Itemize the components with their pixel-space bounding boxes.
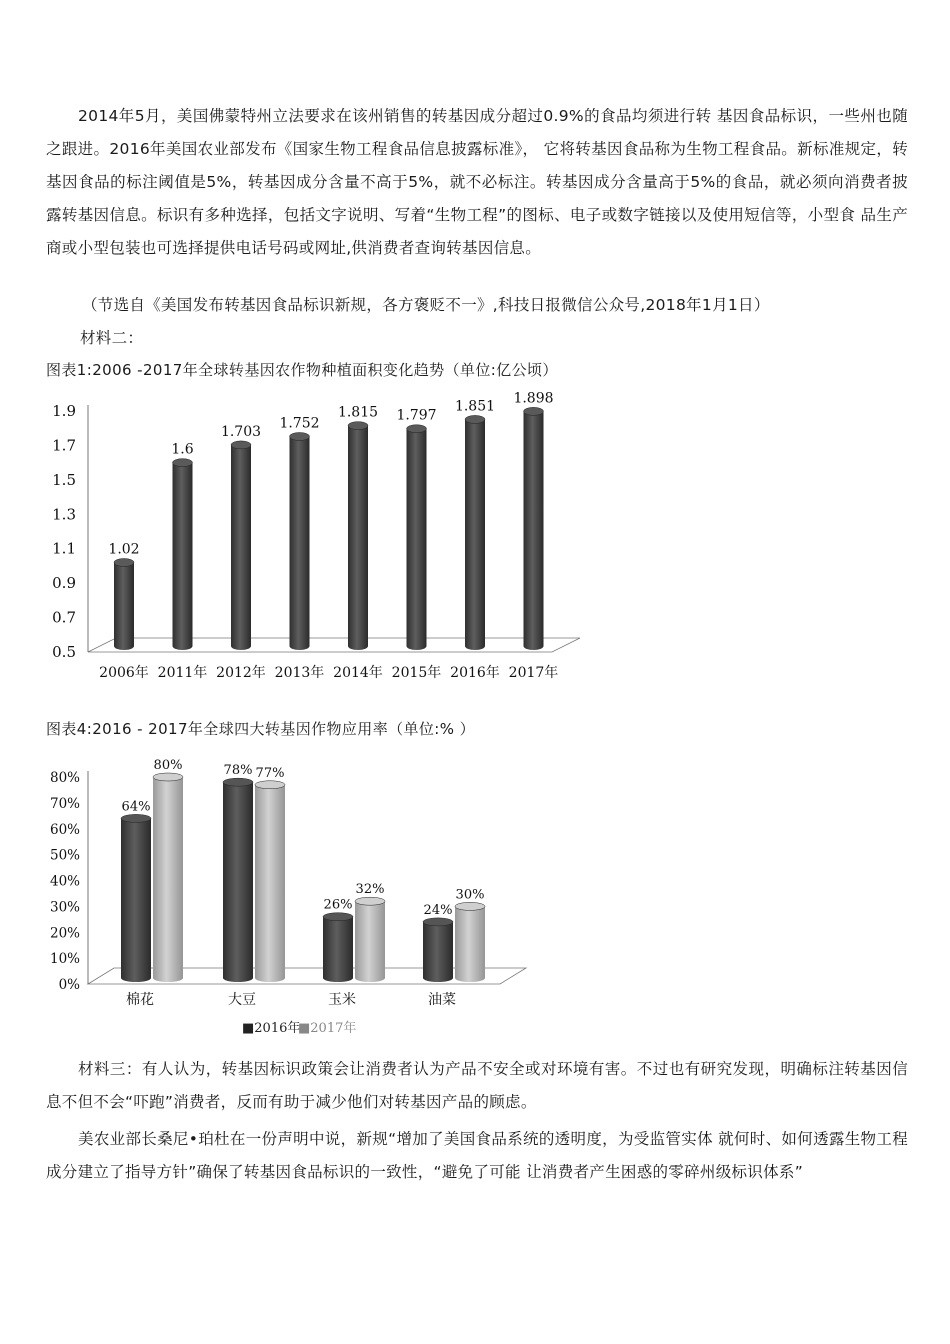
- chart1-category-label: 2013年: [274, 665, 325, 681]
- chart1-category-label: 2017年: [508, 665, 559, 681]
- chart1-value-label: 1.02: [108, 541, 140, 558]
- chart2-value-label: 30%: [455, 887, 485, 903]
- chart2-y-tick: 40%: [49, 873, 80, 890]
- chart2-value-label: 64%: [121, 799, 151, 815]
- chart1-bar: [348, 422, 368, 650]
- chart1-floor: [88, 638, 580, 652]
- chart1-y-tick: 1.1: [52, 539, 76, 558]
- chart1: [40, 378, 600, 688]
- chart2-bar-series1: [121, 814, 151, 982]
- chart1-y-tick: 0.9: [52, 574, 76, 593]
- chart1-bar: [231, 441, 251, 650]
- chart1-value-label: 1.851: [454, 398, 496, 415]
- chart2-bar-series1: [423, 918, 453, 982]
- chart1-category-label: 2011年: [157, 665, 208, 681]
- chart1-category-label: 2006年: [99, 665, 149, 681]
- chart1-bar: [114, 558, 134, 650]
- chart1-value-label: 1.797: [396, 407, 437, 424]
- chart1-bar: [173, 459, 193, 650]
- chart2-bar-series1: [323, 913, 353, 982]
- chart2-bar-series2: [153, 773, 183, 982]
- chart2-y-tick: 20%: [49, 925, 80, 942]
- chart2-caption: 图表4:2016 - 2017年全球四大转基因作物应用率（单位:% ）: [46, 720, 475, 738]
- chart2-legend-2017: ■2017年: [298, 1021, 357, 1036]
- chart2-category-label: 棉花: [126, 992, 154, 1008]
- chart1-caption: 图表1:2006 -2017年全球转基因农作物种植面积变化趋势（单位:亿公顷）: [46, 361, 558, 379]
- chart2-bar-series1: [223, 778, 253, 982]
- chart1-category-label: 2016年: [450, 665, 500, 681]
- chart2-y-tick: 80%: [49, 770, 80, 786]
- chart2-y-tick: 10%: [49, 951, 80, 968]
- chart1-category-label: 2012年: [216, 665, 266, 681]
- chart1-y-tick: 1.7: [52, 436, 76, 455]
- chart2-category-label: 玉米: [328, 992, 356, 1008]
- material3-paragraph1: 材料三：有人认为，转基因标识政策会让消费者认为产品不安全或对环境有害。不过也有研究发现，明确标注转基因信息不但不会“吓跑”消费者，反而有助于减少他们对转基因产品的顾虑。: [46, 1060, 908, 1111]
- material1-source: （节选自《美国发布转基因食品标识新规，各方褒贬不一》,科技日报微信公众号,2018年1月1日）: [82, 296, 770, 314]
- chart1-y-tick: 1.5: [52, 470, 76, 489]
- chart2-category-label: 大豆: [228, 992, 256, 1008]
- chart2-bar-series2: [255, 781, 285, 982]
- chart2-y-tick: 0%: [58, 977, 80, 993]
- chart1-category-label: 2014年: [333, 665, 383, 681]
- chart2: [40, 742, 540, 1042]
- chart1-bar: [407, 425, 427, 650]
- chart1-bar: [290, 432, 310, 650]
- chart2-y-tick: 50%: [49, 847, 80, 864]
- chart1-value-label: 1.6: [171, 441, 194, 458]
- chart2-y-tick: 30%: [49, 899, 80, 916]
- chart1-y-tick: 1.3: [52, 505, 76, 524]
- chart2-legend-2016: ■2016年: [242, 1021, 301, 1036]
- chart2-bar-series2: [455, 902, 485, 982]
- chart2-value-label: 80%: [153, 758, 183, 773]
- material1-paragraph: 2014年5月，美国佛蒙特州立法要求在该州销售的转基因成分超过0.9%的食品均须进行转 基因食品标识，一些州也随之跟进。2016年美国农业部发布《国家生物工程食品信息披露标准》， 它将转基因食品称为生物工程食品。新标准规定，转基因食品的标注阈值是5%，转基因成分含量不高于5%，就不必标注。转基因成分含量高于5%的食品，就必须向消费者披露转基因信息。标识有多种选择，包括文字说明、写着“生物工程”的图标、电子或数字链接以及使用短信等，小型食 品生产商或小型包装也可选择提供电话号码或网址,供消费者查询转基因信息。: [46, 107, 908, 257]
- chart1-value-label: 1.815: [337, 404, 379, 421]
- chart2-value-label: 26%: [323, 897, 353, 913]
- material3-paragraph2: 美农业部长桑尼•珀杜在一份声明中说，新规“增加了美国食品系统的透明度，为受监管实体 就何时、如何透露生物工程成分建立了指导方针”确保了转基因食品标识的一致性，“避免了可能 让消费者产生困惑的零碎州级标识体系”: [46, 1130, 908, 1181]
- chart1-y-tick: 0.5: [52, 643, 76, 661]
- chart1-value-label: 1.898: [513, 390, 554, 407]
- chart1-y-tick: 1.9: [52, 402, 76, 420]
- chart2-value-label: 77%: [255, 765, 285, 781]
- chart1-bar: [465, 415, 485, 650]
- chart2-y-tick: 60%: [49, 821, 80, 838]
- chart1-category-label: 2015年: [391, 665, 442, 681]
- chart2-category-label: 油菜: [428, 992, 456, 1008]
- chart1-value-label: 1.703: [220, 423, 262, 440]
- chart1-bar: [524, 407, 544, 650]
- chart2-value-label: 78%: [223, 763, 253, 779]
- chart1-y-tick: 0.7: [52, 608, 76, 627]
- chart2-value-label: 24%: [423, 902, 453, 918]
- chart2-bar-series2: [355, 897, 385, 982]
- chart2-y-tick: 70%: [49, 795, 80, 812]
- chart2-value-label: 32%: [355, 882, 385, 898]
- material2-heading: 材料二：: [80, 329, 144, 347]
- chart1-value-label: 1.752: [279, 415, 320, 432]
